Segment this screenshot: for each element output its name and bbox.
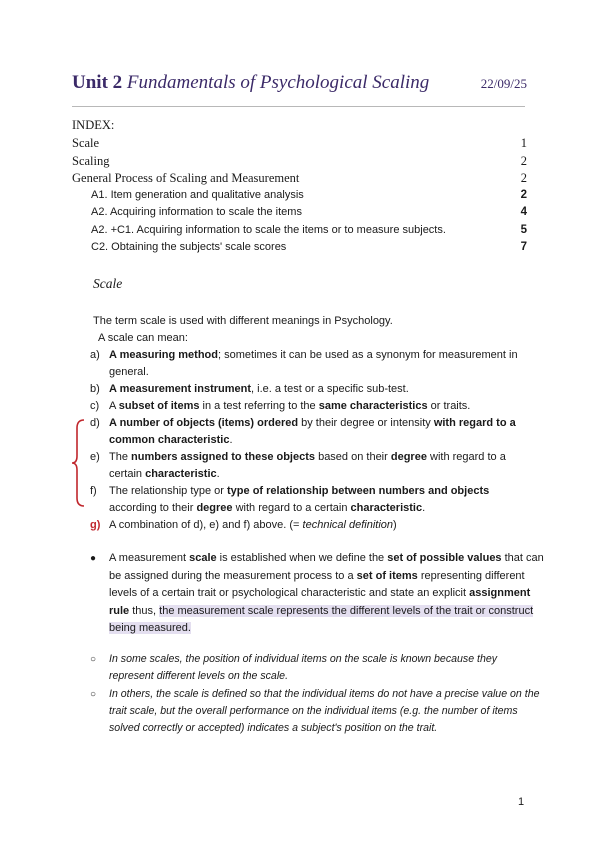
item-text: in a test referring to the — [199, 400, 319, 412]
list-item — [90, 381, 525, 398]
bold-term: degree — [390, 451, 427, 463]
toc-label: A1. Item generation and qualitative analysis — [91, 188, 304, 201]
item-text: by their degree or intensity — [298, 417, 434, 429]
scale-definition-bullet — [90, 550, 544, 638]
toc-label: A2. +C1. Acquiring information to scale the items or to measure subjects. — [91, 223, 446, 236]
bold-term: assignment rule — [109, 587, 531, 617]
item-text: with regard to a certain — [232, 502, 351, 514]
bullet-icon: ● — [90, 553, 97, 564]
toc-page: 4 — [520, 206, 527, 218]
bold-term: degree — [196, 502, 233, 514]
bold-term: A measuring method — [109, 349, 218, 361]
bullet-text: is established when we define the — [216, 552, 388, 564]
bold-term: set of possible values — [387, 552, 502, 564]
toc-label: C2. Obtaining the subjects' scale scores — [91, 241, 287, 253]
bold-term: with regard to a common characteristic — [109, 417, 516, 446]
sub-point-text: In others, the scale is defined so that the individual items do not have a precise value on the trait scale, but the overall performance on the individual items (e.g. the number of items solved correctly or accepted) indicates a subject's position on the trait. — [109, 688, 540, 734]
item-text: A — [109, 400, 119, 412]
bold-term: A measurement instrument — [109, 383, 252, 395]
toc-entry-a2[interactable] — [72, 206, 527, 224]
toc-page: 1 — [520, 136, 527, 150]
list-marker: f) — [90, 485, 97, 497]
circle-bullet-icon: ○ — [90, 654, 97, 665]
sub-point — [90, 651, 544, 685]
item-text: . — [422, 502, 426, 514]
sub-point — [90, 686, 544, 737]
section-heading: Scale — [93, 276, 123, 291]
toc-label: Scaling — [72, 153, 110, 168]
scale-meanings-list — [90, 347, 525, 534]
sub-point-text: In some scales, the position of individual items on the scale is known because they represent different levels on the scale. — [109, 653, 498, 682]
bold-term: characteristic — [145, 468, 217, 480]
bold-term: type of relationship between numbers and objects — [227, 485, 490, 497]
circle-bullet-icon: ○ — [90, 689, 97, 700]
toc-entry-c2[interactable] — [72, 241, 527, 259]
toc-page: 5 — [520, 223, 527, 236]
bold-term: set of items — [356, 569, 418, 582]
page-number: 1 — [518, 796, 525, 808]
bold-term: characteristic — [350, 502, 423, 514]
toc-label: Scale — [72, 136, 100, 150]
item-text: ; sometimes it can be used as a synonym for measurement in general. — [109, 349, 518, 378]
table-of-contents — [72, 136, 527, 259]
intro-text-2: A scale can mean: — [98, 332, 188, 344]
bullet-text: A measurement — [109, 552, 190, 564]
bold-term: subset of items — [118, 400, 200, 412]
list-marker-highlighted: g) — [90, 519, 101, 531]
highlighted-text: the measurement scale represents the different levels of the trait or construct being measured. — [109, 604, 534, 634]
toc-entry-scaling[interactable] — [72, 154, 527, 172]
list-marker: a) — [90, 349, 100, 361]
unit-subtitle: Fundamentals of Psychological Scaling — [126, 72, 430, 93]
list-marker: e) — [90, 451, 100, 463]
intro-text: The term scale is used with different meanings in Psychology. — [93, 315, 393, 327]
list-item — [90, 517, 525, 534]
toc-label: A2. Acquiring information to scale the items — [91, 206, 302, 218]
list-item — [90, 449, 525, 483]
list-marker: c) — [90, 400, 100, 412]
list-item — [90, 347, 525, 381]
bullet-text: representing different levels of a certain trait or psychological characteristic and state an explicit — [109, 569, 525, 599]
bold-term: scale — [189, 552, 217, 564]
bold-term: numbers assigned to these objects — [131, 451, 316, 463]
header-divider — [72, 106, 525, 107]
item-text: The — [109, 451, 132, 463]
item-text: The relationship type or — [109, 485, 228, 497]
toc-entry-a1[interactable] — [72, 189, 527, 207]
index-title: INDEX: — [72, 118, 115, 132]
toc-page: 7 — [520, 241, 527, 253]
unit-label: Unit 2 — [72, 72, 123, 93]
toc-entry-general-process[interactable] — [72, 171, 527, 189]
toc-entry-a2-c1[interactable] — [72, 224, 527, 242]
item-text: A combination of d), e) and f) above. (= — [109, 519, 303, 531]
item-text: based on their — [315, 451, 391, 463]
bold-term: A number of objects (items) ordered — [109, 417, 299, 429]
list-item — [90, 398, 525, 415]
toc-entry-scale[interactable] — [72, 136, 527, 154]
item-text: according to their — [109, 502, 197, 514]
list-item — [90, 415, 525, 449]
list-item — [90, 483, 525, 517]
toc-page: 2 — [520, 153, 527, 168]
document-header — [72, 72, 527, 98]
italic-term: technical definition — [302, 519, 394, 531]
curly-brace-icon — [70, 418, 86, 508]
item-text: or traits. — [427, 400, 471, 412]
document-date: 22/09/25 — [480, 76, 527, 91]
item-text: with regard to a certain — [109, 451, 506, 480]
item-text: , i.e. a test or a specific sub-test. — [251, 383, 409, 395]
toc-page: 2 — [520, 188, 527, 201]
list-marker: b) — [90, 383, 100, 395]
item-text: . — [229, 434, 233, 446]
bullet-text: thus, — [129, 604, 160, 617]
toc-page: 2 — [520, 171, 527, 185]
bullet-text: that can be assigned during the measurement process to a — [109, 552, 544, 582]
list-marker: d) — [90, 417, 100, 429]
item-text: . — [216, 468, 220, 480]
bold-term: same characteristics — [318, 400, 428, 412]
item-text: ) — [393, 519, 397, 531]
document-title — [72, 72, 429, 94]
toc-label: General Process of Scaling and Measurement — [72, 171, 300, 185]
